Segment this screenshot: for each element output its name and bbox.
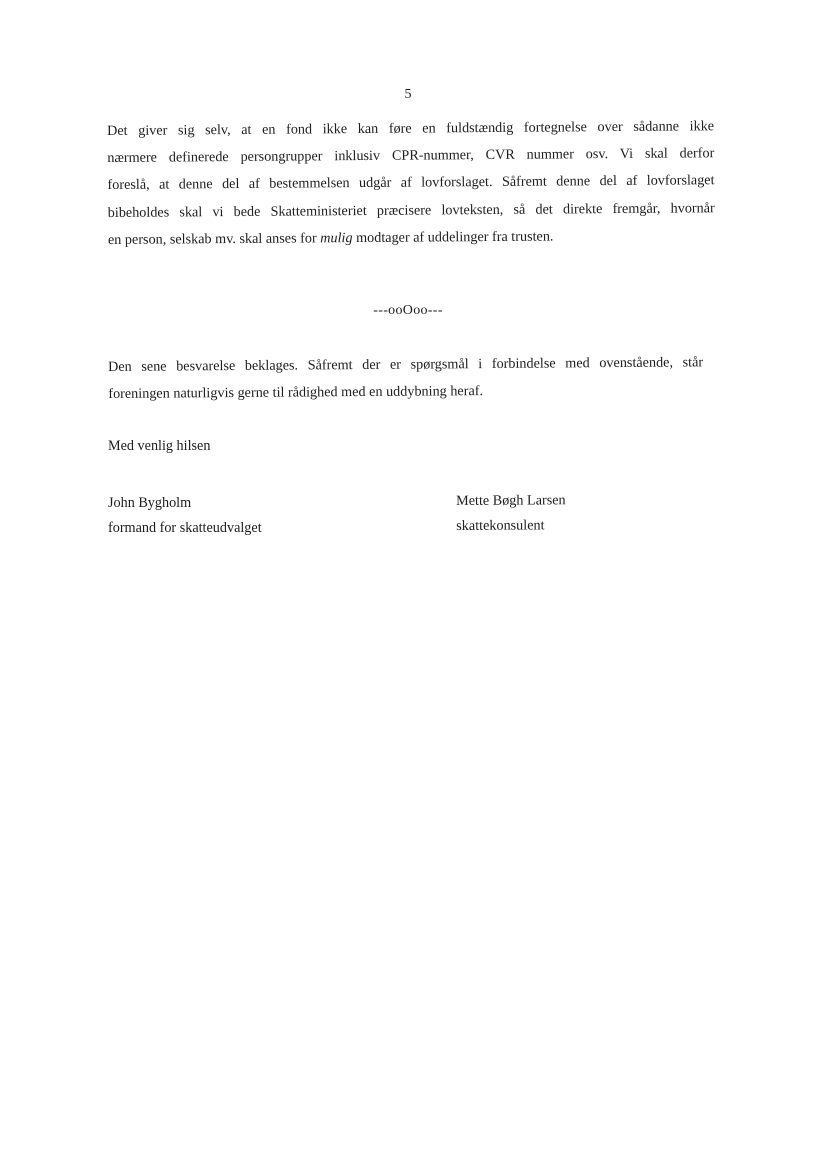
paragraph-line: foreslå, at denne del af bestemmelsen udgår af lovforslaget. Såfremt denne del af lovforslaget	[107, 172, 715, 194]
signatory-name: Mette Bøgh Larsen	[456, 492, 566, 509]
signatory-left	[108, 491, 262, 541]
section-separator: ---ooOoo---	[373, 303, 443, 318]
paragraph-line: Det giver sig selv, at en fond ikke kan føre en fuldstændig fortegnelse over sådanne ikke	[107, 118, 715, 139]
paragraph-line: foreningen naturligvis gerne til rådighed med en uddybning heraf.	[108, 383, 484, 403]
paragraph-line	[108, 222, 715, 254]
paragraph-fund-register	[107, 113, 715, 254]
paragraph-line: Den sene besvarelse beklages. Såfremt der er spørgsmål i forbindelse med ovenstående, står	[108, 354, 704, 375]
emphasized-word: mulig	[320, 229, 353, 247]
closing-greeting: Med venlig hilsen	[108, 438, 211, 454]
paragraph-apology	[108, 349, 703, 408]
page-number: 5	[404, 87, 412, 102]
signatory-title: formand for skatteudvalget	[108, 520, 262, 536]
signatory-name: John Bygholm	[108, 495, 192, 511]
paragraph-text: en person, selskab mv. skal anses for	[107, 230, 321, 248]
paragraph-text: modtager af uddelinger fra trusten.	[352, 228, 554, 246]
paragraph-line: nærmere definerede persongrupper inklusiv CPR-nummer, CVR nummer osv. Vi skal derfor	[107, 145, 715, 167]
signatory-right	[456, 488, 566, 539]
paragraph-line: bibeholdes skal vi bede Skatteministeriet præcisere lovteksten, så det direkte fremgår, hvornår	[107, 199, 715, 221]
signatory-title: skattekonsulent	[456, 517, 545, 534]
